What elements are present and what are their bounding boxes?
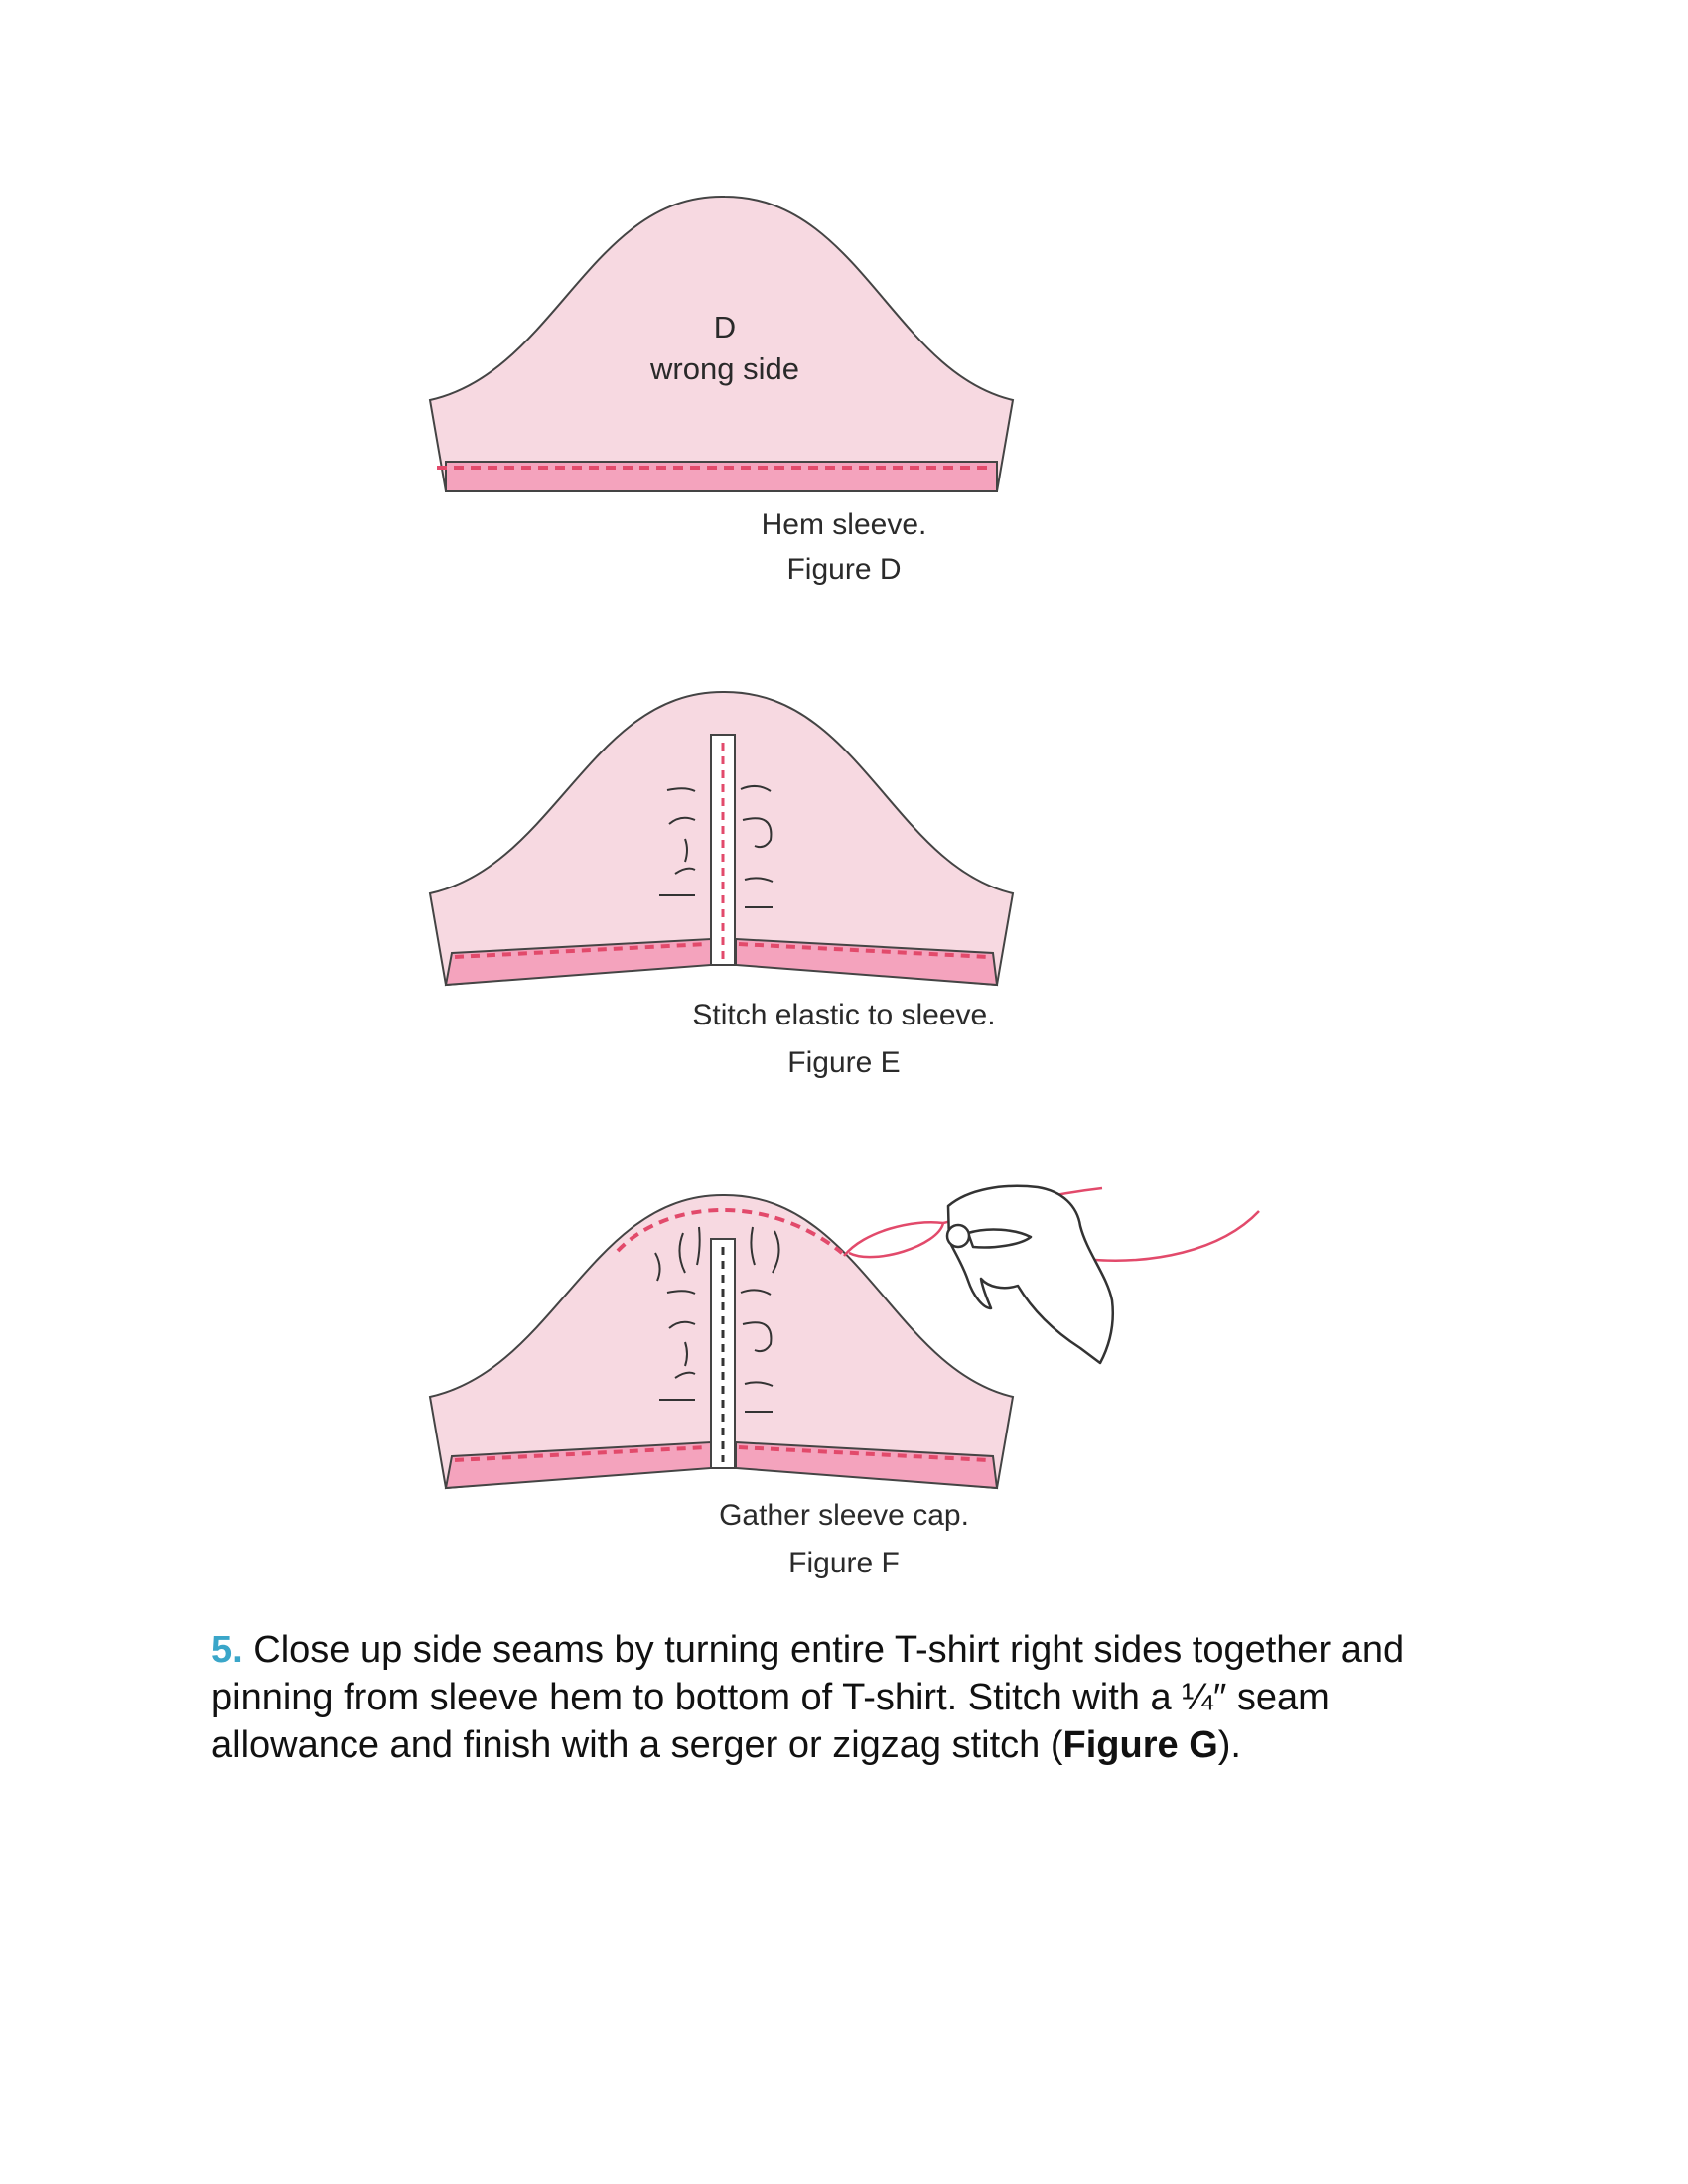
- figure-f-label: Figure F: [788, 1547, 900, 1579]
- figure-e-label: Figure E: [787, 1046, 901, 1079]
- figure-e-caption: Stitch elastic to sleeve.: [692, 999, 996, 1031]
- step-text: Close up side seams by turning entire T-shirt right sides together and pinning from sleeve hem to bottom of T-shirt. Stitch with a ¼″ seam allowance and finish with a serger or zigzag stitch (: [211, 1629, 1405, 1766]
- step-number: 5.: [211, 1629, 243, 1671]
- figure-d-label: Figure D: [786, 553, 902, 586]
- figure-f-caption: Gather sleeve cap.: [719, 1499, 969, 1532]
- figure-d-caption: Hem sleeve.: [761, 508, 927, 541]
- figure-reference: Figure G: [1062, 1724, 1218, 1766]
- step-5-instructions: [211, 1626, 1502, 1769]
- piece-side-label: wrong side: [650, 351, 799, 386]
- step-text-end: ).: [1217, 1724, 1241, 1766]
- hand-icon: [947, 1186, 1113, 1363]
- piece-letter: D: [713, 310, 737, 344]
